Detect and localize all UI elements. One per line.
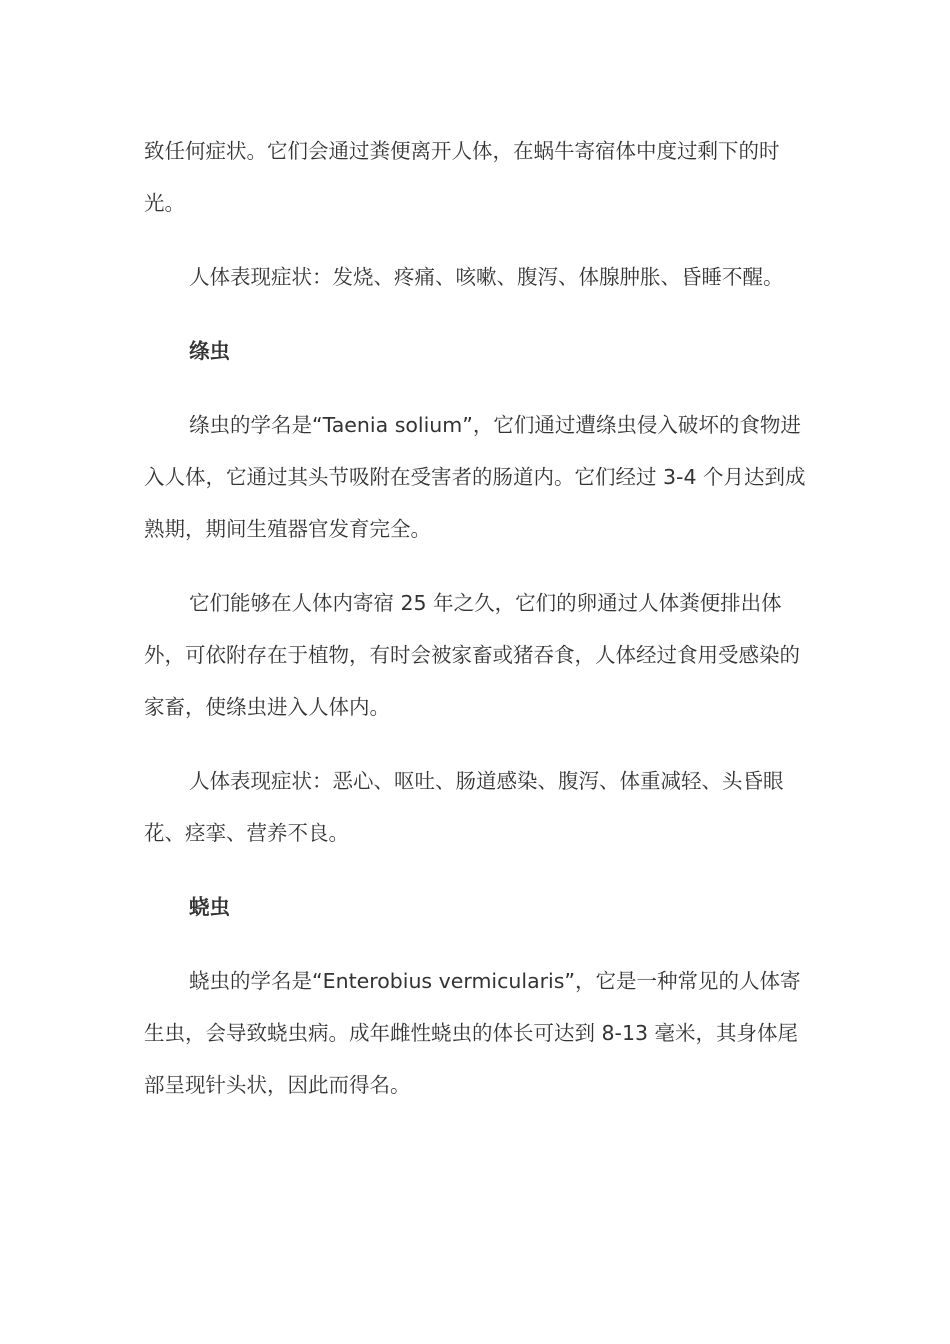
paragraph-tapeworm-lifecycle: 它们能够在人体内寄宿 25 年之久，它们的卵通过人体粪便排出体外，可依附存在于植物，有时会被家畜或猪吞食，人体经过食用受感染的家畜，使绦虫进入人体内。 [144, 591, 800, 719]
paragraph-symptoms-first: 人体表现症状：发烧、疼痛、咳嗽、腹泻、体腺肿胀、昏睡不醒。 [189, 265, 784, 289]
document-body [144, 125, 808, 1133]
section-heading-pinworm: 蛲虫 [189, 895, 230, 919]
section-heading-tapeworm: 绦虫 [189, 339, 230, 363]
paragraph-pinworm-intro: 蛲虫的学名是“Enterobius vermicularis”，它是一种常见的人体寄生虫，会导致蛲虫病。成年雌性蛲虫的体长可达到 8-13 毫米，其身体尾部呈现针头状，因此而得名。 [144, 969, 801, 1097]
paragraph-tapeworm-symptoms: 人体表现症状：恶心、呕吐、肠道感染、腹泻、体重减轻、头昏眼花、痉挛、营养不良。 [144, 769, 784, 845]
paragraph-tapeworm-intro: 绦虫的学名是“Taenia solium”，它们通过遭绦虫侵入破坏的食物进入人体，它通过其头节吸附在受害者的肠道内。它们经过 3-4 个月达到成熟期，期间生殖器官发育完全。 [144, 413, 806, 541]
paragraph-continuation: 致任何症状。它们会通过粪便离开人体，在蜗牛寄宿体中度过剩下的时光。 [144, 139, 780, 215]
